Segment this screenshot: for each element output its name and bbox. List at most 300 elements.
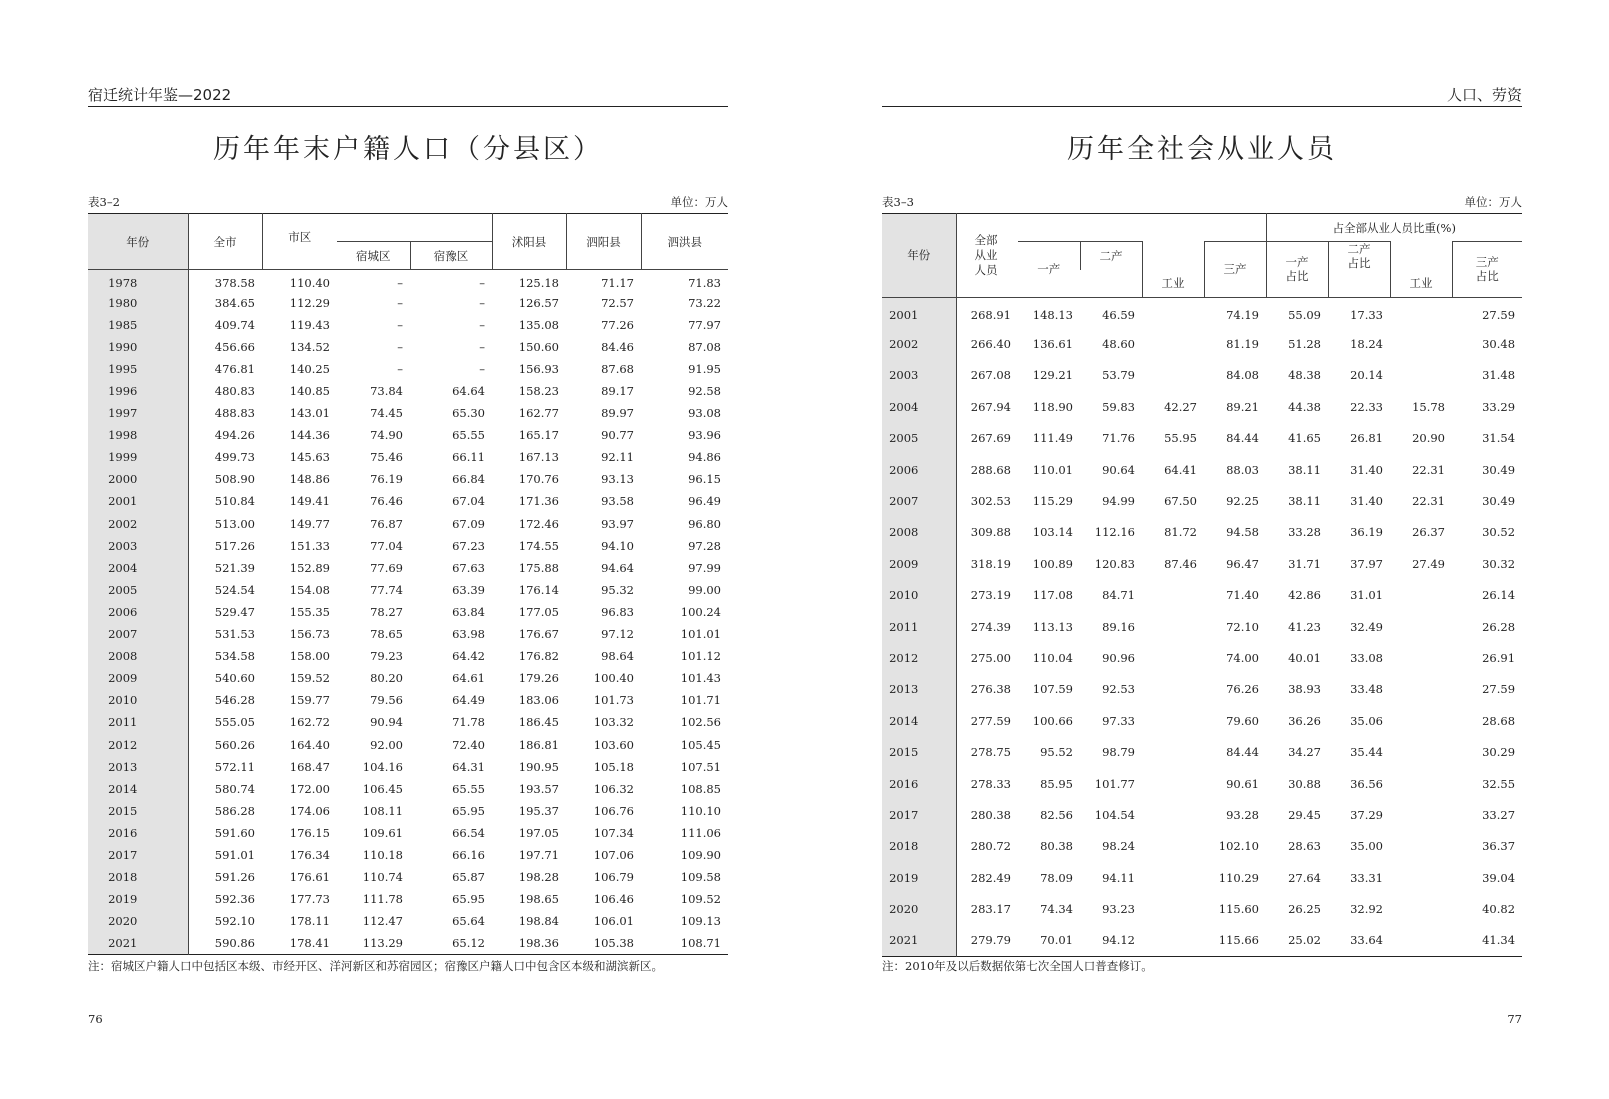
value-cell: 93.08 — [688, 406, 721, 421]
value-cell: 149.41 — [289, 494, 330, 509]
value-cell: 98.79 — [1102, 745, 1135, 760]
value-cell: 165.17 — [518, 428, 559, 443]
header-secondary-share — [1328, 242, 1390, 271]
value-cell: 115.29 — [1032, 494, 1073, 509]
value-cell — [1142, 360, 1204, 391]
value-cell: 72.10 — [1226, 619, 1259, 634]
value-cell: 26.37 — [1412, 525, 1445, 540]
value-cell: 186.81 — [518, 737, 559, 752]
header-shuyang: 沭阳县 — [492, 214, 566, 270]
year-cell: 2005 — [88, 579, 188, 601]
header-primary: 一产 — [1018, 242, 1080, 298]
year-cell: 2011 — [88, 711, 188, 733]
value-cell: 46.59 — [1102, 307, 1135, 322]
value-cell: 100.24 — [680, 604, 721, 619]
value-cell: 78.27 — [370, 604, 403, 619]
year-cell: 2018 — [88, 866, 188, 888]
value-cell: 288.68 — [970, 462, 1011, 477]
value-cell: 76.46 — [370, 494, 403, 509]
table-row — [88, 689, 728, 711]
year-cell: 2004 — [882, 391, 956, 422]
value-cell: 40.01 — [1288, 650, 1321, 665]
value-cell: 109.90 — [680, 847, 721, 862]
value-cell: 100.89 — [1032, 556, 1073, 571]
value-cell: 76.19 — [370, 472, 403, 487]
table-row — [88, 844, 728, 866]
value-cell: 64.31 — [452, 759, 485, 774]
value-cell: 66.16 — [452, 847, 485, 862]
value-cell: 110.74 — [362, 870, 403, 885]
value-cell: 32.55 — [1482, 776, 1516, 791]
value-cell: 38.11 — [1288, 462, 1321, 477]
table-row — [882, 297, 1522, 328]
value-cell: 176.34 — [289, 847, 330, 862]
table-meta — [88, 194, 728, 210]
year-cell: 2016 — [88, 822, 188, 844]
header-tertiary: 三产 — [1204, 242, 1266, 298]
value-cell: 106.79 — [593, 870, 634, 885]
value-cell: 96.47 — [1226, 556, 1259, 571]
value-cell: 79.60 — [1226, 713, 1259, 728]
header-share-group: 占全部从业人员比重(%) — [1266, 214, 1522, 242]
value-cell: 517.26 — [214, 538, 255, 553]
value-cell: 82.56 — [1040, 807, 1073, 822]
value-cell: 111.78 — [362, 892, 403, 907]
value-cell: 560.26 — [214, 737, 255, 752]
value-cell: 66.11 — [452, 450, 485, 465]
header-sihong: 泗洪县 — [641, 214, 728, 270]
value-cell: 183.06 — [518, 693, 559, 708]
value-cell: 87.68 — [601, 361, 634, 376]
value-cell: 76.26 — [1226, 682, 1259, 697]
value-cell: 108.11 — [362, 803, 403, 818]
value-cell — [1390, 831, 1452, 862]
value-cell: 277.59 — [970, 713, 1011, 728]
value-cell: 84.71 — [1102, 588, 1135, 603]
year-cell: 2012 — [88, 733, 188, 755]
value-cell: 84.44 — [1226, 431, 1259, 446]
value-cell: 89.97 — [601, 406, 634, 421]
header-blank — [1328, 270, 1390, 297]
value-cell: 38.11 — [1288, 494, 1321, 509]
value-cell: 151.33 — [289, 538, 330, 553]
table-row — [882, 768, 1522, 799]
value-cell: 159.52 — [289, 671, 330, 686]
header-total — [956, 214, 1018, 298]
value-cell: 120.83 — [1094, 556, 1135, 571]
value-cell: 89.16 — [1102, 619, 1135, 634]
value-cell: 93.58 — [601, 494, 634, 509]
value-cell: 51.28 — [1288, 337, 1321, 352]
value-cell: 102.10 — [1218, 839, 1259, 854]
value-cell: 63.98 — [452, 627, 485, 642]
value-cell: 113.29 — [362, 936, 403, 951]
value-cell: 64.61 — [452, 671, 485, 686]
value-cell: 71.76 — [1102, 431, 1135, 446]
value-cell: 115.60 — [1218, 902, 1259, 917]
year-cell: 2000 — [88, 468, 188, 490]
header-secondary-share-label: 二产占比 — [1347, 242, 1371, 270]
value-cell: 63.84 — [452, 604, 485, 619]
table-number: 表3–3 — [882, 195, 914, 209]
value-cell: 65.95 — [452, 892, 485, 907]
table-row — [88, 468, 728, 490]
value-cell: 33.08 — [1350, 650, 1383, 665]
population-table — [88, 213, 728, 955]
value-cell: 71.17 — [601, 275, 634, 290]
value-cell: 67.09 — [452, 516, 485, 531]
value-cell: 488.83 — [214, 406, 255, 421]
value-cell: 140.25 — [289, 361, 330, 376]
value-cell: 27.49 — [1412, 556, 1445, 571]
value-cell: 65.64 — [452, 914, 485, 929]
table-row — [88, 380, 728, 402]
value-cell: 31.54 — [1482, 431, 1516, 446]
value-cell: 150.60 — [518, 339, 559, 354]
value-cell: 129.21 — [1032, 368, 1073, 383]
table-row — [882, 454, 1522, 485]
right-page — [882, 0, 1522, 1099]
value-cell: 95.32 — [601, 582, 634, 597]
value-cell: 197.05 — [518, 825, 559, 840]
header-urban-group — [337, 214, 492, 242]
value-cell: 101.12 — [680, 649, 721, 664]
value-cell: 162.77 — [518, 406, 559, 421]
value-cell: 31.01 — [1350, 588, 1383, 603]
value-cell: 156.73 — [289, 627, 330, 642]
value-cell: 84.08 — [1226, 368, 1259, 383]
year-cell: 2015 — [88, 800, 188, 822]
value-cell: 580.74 — [214, 781, 255, 796]
value-cell: 110.01 — [1032, 462, 1073, 477]
value-cell: 42.86 — [1288, 588, 1321, 603]
value-cell: 171.36 — [518, 494, 559, 509]
value-cell: 76.87 — [370, 516, 403, 531]
value-cell: 75.46 — [370, 450, 403, 465]
value-cell: 64.49 — [452, 693, 485, 708]
value-cell: 32.49 — [1350, 619, 1383, 634]
value-cell — [1142, 297, 1204, 328]
value-cell: 110.40 — [289, 275, 330, 290]
table-number: 表3–2 — [88, 195, 120, 209]
value-cell: 592.36 — [214, 892, 255, 907]
table-row — [88, 800, 728, 822]
year-cell: 2017 — [88, 844, 188, 866]
value-cell: 111.06 — [680, 825, 721, 840]
value-cell: 534.58 — [214, 649, 255, 664]
value-cell: 302.53 — [970, 494, 1011, 509]
year-cell: 2007 — [882, 485, 956, 516]
value-cell: 110.04 — [1032, 650, 1073, 665]
year-cell: 2019 — [88, 888, 188, 910]
value-cell: 107.06 — [593, 847, 634, 862]
value-cell: 87.46 — [1164, 556, 1197, 571]
value-cell: 136.61 — [1032, 337, 1073, 352]
value-cell: 176.14 — [518, 582, 559, 597]
value-cell: 118.90 — [1032, 399, 1073, 414]
value-cell: – — [479, 317, 485, 332]
value-cell: 105.38 — [593, 936, 634, 951]
value-cell: 30.29 — [1482, 745, 1516, 760]
table-row — [88, 601, 728, 623]
employment-table — [882, 213, 1522, 957]
value-cell: 33.31 — [1350, 870, 1383, 885]
table-row — [88, 314, 728, 336]
value-cell: 65.55 — [452, 428, 485, 443]
value-cell: 53.79 — [1102, 368, 1135, 383]
value-cell: 42.27 — [1164, 399, 1197, 414]
value-cell: 64.42 — [452, 649, 485, 664]
table-row — [88, 888, 728, 910]
value-cell: 32.92 — [1350, 902, 1383, 917]
table-row — [882, 548, 1522, 579]
value-cell: 119.43 — [289, 317, 330, 332]
value-cell: 30.49 — [1482, 462, 1516, 477]
value-cell: 101.73 — [593, 693, 634, 708]
value-cell: 94.10 — [601, 538, 634, 553]
header-city: 全市 — [188, 214, 262, 270]
table-row — [882, 328, 1522, 359]
value-cell: 65.95 — [452, 803, 485, 818]
value-cell: – — [397, 275, 403, 290]
table-row — [88, 557, 728, 579]
value-cell: 66.84 — [452, 472, 485, 487]
value-cell: 280.72 — [970, 839, 1011, 854]
value-cell: 103.32 — [593, 715, 634, 730]
value-cell: 33.64 — [1350, 933, 1383, 948]
year-cell: 1985 — [88, 314, 188, 336]
value-cell: 92.25 — [1226, 494, 1259, 509]
value-cell: 94.64 — [601, 560, 634, 575]
year-cell: 1990 — [88, 336, 188, 358]
value-cell: 93.28 — [1226, 807, 1259, 822]
year-cell: 2008 — [882, 517, 956, 548]
value-cell: 476.81 — [214, 361, 255, 376]
value-cell: – — [479, 275, 485, 290]
value-cell: 22.33 — [1350, 399, 1383, 414]
value-cell: 179.26 — [518, 671, 559, 686]
header-total-label: 全部从业人员 — [974, 232, 998, 277]
value-cell: 110.29 — [1218, 870, 1259, 885]
value-cell: 109.58 — [680, 870, 721, 885]
table-row — [88, 579, 728, 601]
year-cell: 1997 — [88, 402, 188, 424]
value-cell: 30.88 — [1288, 776, 1321, 791]
value-cell — [1142, 328, 1204, 359]
value-cell: 80.38 — [1040, 839, 1073, 854]
header-sucheng: 宿城区 — [337, 242, 410, 270]
value-cell — [1142, 925, 1204, 956]
year-cell: 2015 — [882, 736, 956, 767]
header-tertiary-share-label: 三产占比 — [1475, 255, 1499, 284]
value-cell: 99.00 — [688, 582, 721, 597]
value-cell: 278.75 — [970, 745, 1011, 760]
value-cell: 26.91 — [1482, 650, 1516, 665]
value-cell: 531.53 — [214, 627, 255, 642]
value-cell: 178.41 — [289, 936, 330, 951]
value-cell: 74.34 — [1040, 902, 1073, 917]
table-row — [88, 932, 728, 954]
value-cell: 73.22 — [688, 295, 721, 310]
table-row — [882, 831, 1522, 862]
value-cell: 84.46 — [601, 339, 634, 354]
value-cell: 480.83 — [214, 384, 255, 399]
value-cell: 27.59 — [1482, 682, 1516, 697]
value-cell: 267.69 — [970, 431, 1011, 446]
value-cell: 71.83 — [688, 275, 721, 290]
value-cell: 55.09 — [1288, 307, 1321, 322]
header-blank — [1080, 270, 1142, 297]
year-cell: 1999 — [88, 446, 188, 468]
value-cell — [1390, 297, 1452, 328]
table-row — [882, 485, 1522, 516]
value-cell: 92.00 — [370, 737, 403, 752]
value-cell: 31.48 — [1482, 368, 1516, 383]
value-cell: 20.90 — [1412, 431, 1445, 446]
value-cell: 66.54 — [452, 825, 485, 840]
table-row — [88, 756, 728, 778]
table-row — [88, 446, 728, 468]
value-cell — [1390, 642, 1452, 673]
value-cell: 590.86 — [214, 936, 255, 951]
table-row — [88, 358, 728, 380]
year-cell: 1995 — [88, 358, 188, 380]
table-row — [882, 736, 1522, 767]
value-cell: 510.84 — [214, 494, 255, 509]
value-cell: 93.96 — [688, 428, 721, 443]
value-cell: 30.32 — [1482, 556, 1516, 571]
value-cell: 175.88 — [518, 560, 559, 575]
header-year: 年份 — [88, 214, 188, 270]
value-cell: 35.44 — [1350, 745, 1383, 760]
value-cell: 35.06 — [1350, 713, 1383, 728]
value-cell: 278.33 — [970, 776, 1011, 791]
table-meta — [882, 194, 1522, 210]
value-cell: 152.89 — [289, 560, 330, 575]
value-cell: 110.10 — [680, 803, 721, 818]
year-cell: 2013 — [88, 756, 188, 778]
value-cell: 113.13 — [1032, 619, 1073, 634]
table-row — [88, 424, 728, 446]
header-suyu: 宿豫区 — [410, 242, 492, 270]
value-cell: 94.86 — [688, 450, 721, 465]
value-cell — [1390, 893, 1452, 924]
value-cell: 268.91 — [970, 307, 1011, 322]
year-cell: 2002 — [88, 513, 188, 535]
value-cell: 85.95 — [1040, 776, 1073, 791]
value-cell: 27.59 — [1482, 307, 1516, 322]
header-year: 年份 — [882, 214, 956, 298]
value-cell: 88.03 — [1226, 462, 1259, 477]
table-unit: 单位：万人 — [670, 195, 728, 209]
value-cell: 108.85 — [680, 781, 721, 796]
page-number: 76 — [88, 1012, 103, 1026]
value-cell: 41.65 — [1288, 431, 1321, 446]
value-cell — [1390, 705, 1452, 736]
value-cell: 102.56 — [680, 715, 721, 730]
value-cell: 198.84 — [518, 914, 559, 929]
table-row — [88, 292, 728, 314]
value-cell: 94.12 — [1102, 933, 1135, 948]
value-cell: 93.97 — [601, 516, 634, 531]
value-cell: 158.23 — [518, 384, 559, 399]
value-cell — [1390, 799, 1452, 830]
value-cell: 106.01 — [593, 914, 634, 929]
year-cell: 2014 — [882, 705, 956, 736]
value-cell: 154.08 — [289, 582, 330, 597]
value-cell: 37.29 — [1350, 807, 1383, 822]
value-cell: 93.23 — [1102, 902, 1135, 917]
year-cell: 2005 — [882, 423, 956, 454]
value-cell: 318.19 — [970, 556, 1011, 571]
value-cell — [1142, 642, 1204, 673]
value-cell: 456.66 — [214, 339, 255, 354]
value-cell: 74.45 — [370, 406, 403, 421]
value-cell: 65.12 — [452, 936, 485, 951]
value-cell: 195.37 — [518, 803, 559, 818]
value-cell: 18.24 — [1350, 337, 1383, 352]
value-cell: 77.69 — [370, 560, 403, 575]
value-cell: 197.71 — [518, 847, 559, 862]
value-cell: 59.83 — [1102, 399, 1135, 414]
year-cell: 2019 — [882, 862, 956, 893]
value-cell: 276.38 — [970, 682, 1011, 697]
value-cell — [1390, 360, 1452, 391]
value-cell — [1390, 611, 1452, 642]
year-cell: 2004 — [88, 557, 188, 579]
value-cell: 145.63 — [289, 450, 330, 465]
year-cell: 1998 — [88, 424, 188, 446]
value-cell: 275.00 — [970, 650, 1011, 665]
value-cell: 177.73 — [289, 892, 330, 907]
value-cell: 198.36 — [518, 936, 559, 951]
value-cell: 67.50 — [1164, 494, 1197, 509]
table-row — [882, 862, 1522, 893]
value-cell: 107.34 — [593, 825, 634, 840]
header-industry: 工业 — [1142, 270, 1204, 297]
value-cell: 159.77 — [289, 693, 330, 708]
value-cell: 72.57 — [601, 295, 634, 310]
value-cell — [1142, 799, 1204, 830]
value-cell: 92.11 — [601, 450, 634, 465]
population-table-body — [88, 270, 728, 955]
table-row — [88, 535, 728, 557]
year-cell: 2010 — [882, 580, 956, 611]
employment-table-body — [882, 297, 1522, 956]
value-cell: 106.46 — [593, 892, 634, 907]
value-cell: 67.04 — [452, 494, 485, 509]
value-cell: 97.99 — [688, 560, 721, 575]
value-cell: 48.60 — [1102, 337, 1135, 352]
value-cell — [1142, 705, 1204, 736]
value-cell: 97.33 — [1102, 713, 1135, 728]
value-cell: 140.85 — [289, 384, 330, 399]
table-unit: 单位：万人 — [1464, 195, 1522, 209]
value-cell: 30.52 — [1482, 525, 1516, 540]
value-cell: 37.97 — [1350, 556, 1383, 571]
header-urban: 市区 — [262, 214, 337, 270]
year-cell: 2001 — [882, 297, 956, 328]
value-cell: 170.76 — [518, 472, 559, 487]
value-cell: 110.18 — [362, 847, 403, 862]
value-cell: 100.40 — [593, 671, 634, 686]
value-cell: – — [479, 361, 485, 376]
value-cell: 521.39 — [214, 560, 255, 575]
value-cell — [1390, 736, 1452, 767]
value-cell: 30.48 — [1482, 337, 1516, 352]
year-cell: 2021 — [88, 932, 188, 954]
year-cell: 2014 — [88, 778, 188, 800]
